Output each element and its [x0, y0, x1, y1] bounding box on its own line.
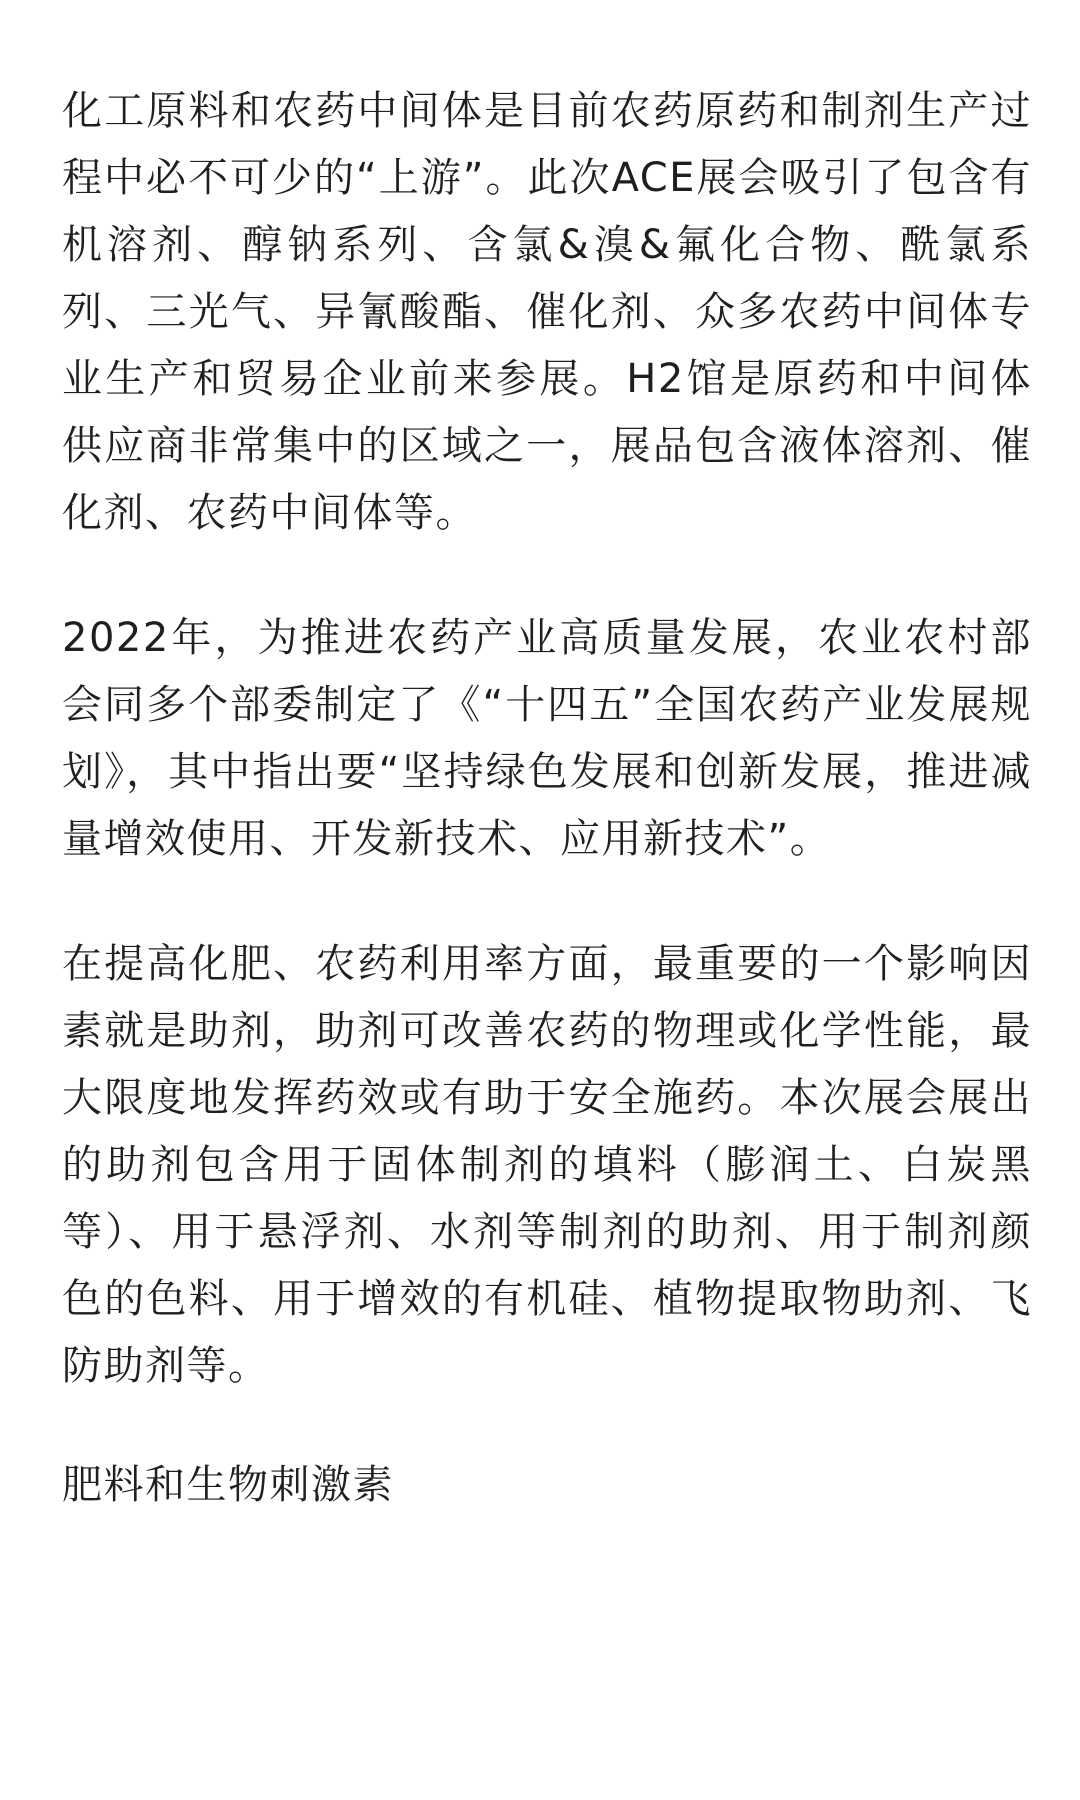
- paragraph-adjuvants: 在提高化肥、农药利用率方面，最重要的一个影响因素就是助剂，助剂可改善农药的物理或化学性能，最大限度地发挥药效或有助于安全施药。本次展会展出的助剂包含用于固体制剂的填料（膨润土、白炭黑等）、用于悬浮剂、水剂等制剂的助剂、用于制剂颜色的色料、用于增效的有机硅、植物提取物助剂、飞防助剂等。: [62, 941, 1032, 1389]
- article-body: [62, 78, 1032, 1519]
- section-heading: 肥料和生物刺激素: [62, 1462, 394, 1508]
- paragraph-raw-materials: 化工原料和农药中间体是目前农药原药和制剂生产过程中必不可少的“上游”。此次ACE展会吸引了包含有机溶剂、醇钠系列、含氯&溴&氟化合物、酰氯系列、三光气、异氰酸酯、催化剂、众多农药中间体专业生产和贸易企业前来参展。H2馆是原药和中间体供应商非常集中的区域之一，展品包含液体溶剂、催化剂、农药中间体等。: [62, 88, 1032, 536]
- paragraph-policy: 2022年，为推进农药产业高质量发展，农业农村部会同多个部委制定了《“十四五”全国农药产业发展规划》，其中指出要“坚持绿色发展和创新发展，推进减量增效使用、开发新技术、应用新技术”。: [62, 615, 1032, 862]
